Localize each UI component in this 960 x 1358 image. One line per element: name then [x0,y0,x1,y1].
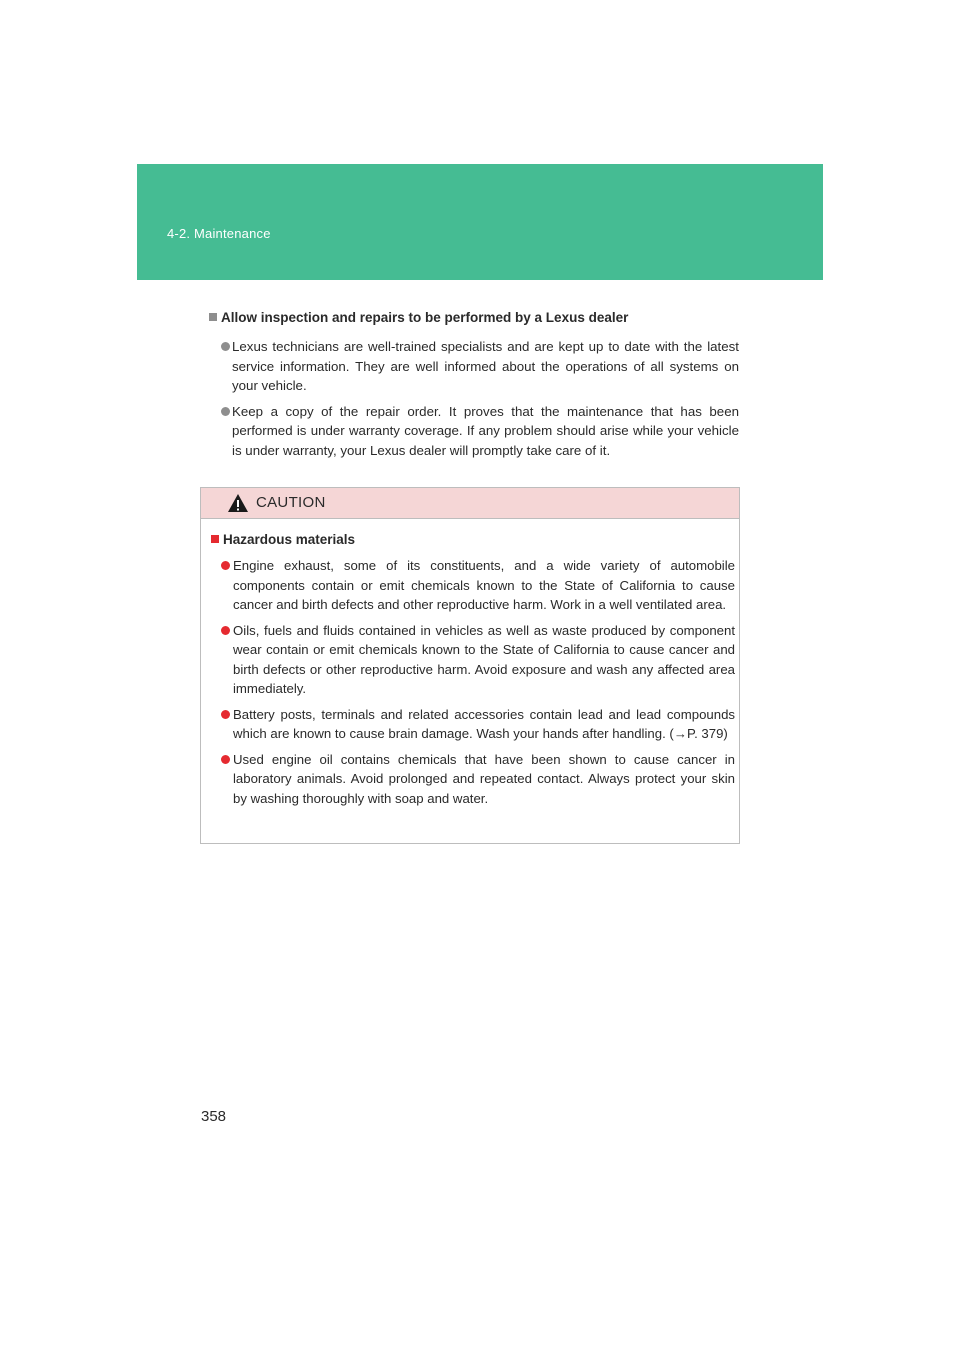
caution-bullet-text: Battery posts, terminals and related accessories contain lead and lead compounds which are known to cause brain damage. Wash your hands after handling. (→P. 379) [233,706,735,741]
caution-bullet-text: Used engine oil contains chemicals that have been shown to cause cancer in laboratory animals. Avoid prolonged and repeated contact. Always protect your skin by washing thoroughly with soap and water. [233,751,735,806]
caution-bullet [211,621,735,699]
caution-title: CAUTION [256,494,326,511]
caution-bullet-text: Engine exhaust, some of its constituents, and a wide variety of automobile components contain or emit chemicals known to the State of California to cause cancer and birth defects and other reproductive harm. Work in a well ventilated area. [233,558,735,612]
round-bullet-icon [221,342,230,351]
square-bullet-icon [211,535,219,543]
section-header-band [137,164,823,280]
intro-bullet-text: Lexus technicians are well-trained specialists and are kept up to date with the latest service information. They are well informed about the operations of all systems on your vehicle. [232,339,739,393]
caution-heading [211,530,735,550]
intro-heading-text: Allow inspection and repairs to be performed by a Lexus dealer [221,310,629,325]
round-bullet-icon [221,755,230,764]
caution-header [201,488,739,519]
caution-body [211,530,735,814]
intro-bullet [209,337,739,396]
caution-bullet [211,556,735,615]
intro-bullet-text: Keep a copy of the repair order. It proves that the maintenance that has been performed is under warranty coverage. If any problem should arise while your vehicle is under warranty, your Lexus dealer will promptly take care of it. [232,403,739,458]
caution-bullet-text: Oils, fuels and fluids contained in vehicles as well as waste produced by component wear contain or emit chemicals known to the State of California to cause cancer and birth defects or other reproductive harm. Avoid exposure and wash any affected area immediately. [233,622,735,696]
caution-box [200,487,740,844]
square-bullet-icon [209,313,217,321]
caution-bullet [211,750,735,809]
intro-heading [209,308,739,328]
intro-bullet [209,402,739,461]
caution-heading-text: Hazardous materials [223,532,356,547]
section-label: 4-2. Maintenance [167,226,271,241]
round-bullet-icon [221,561,230,570]
warning-triangle-icon [227,493,249,513]
round-bullet-icon [221,626,230,635]
round-bullet-icon [221,407,230,416]
caution-bullet [211,705,735,744]
page-number: 358 [201,1108,227,1125]
round-bullet-icon [221,710,230,719]
intro-section [209,308,739,466]
